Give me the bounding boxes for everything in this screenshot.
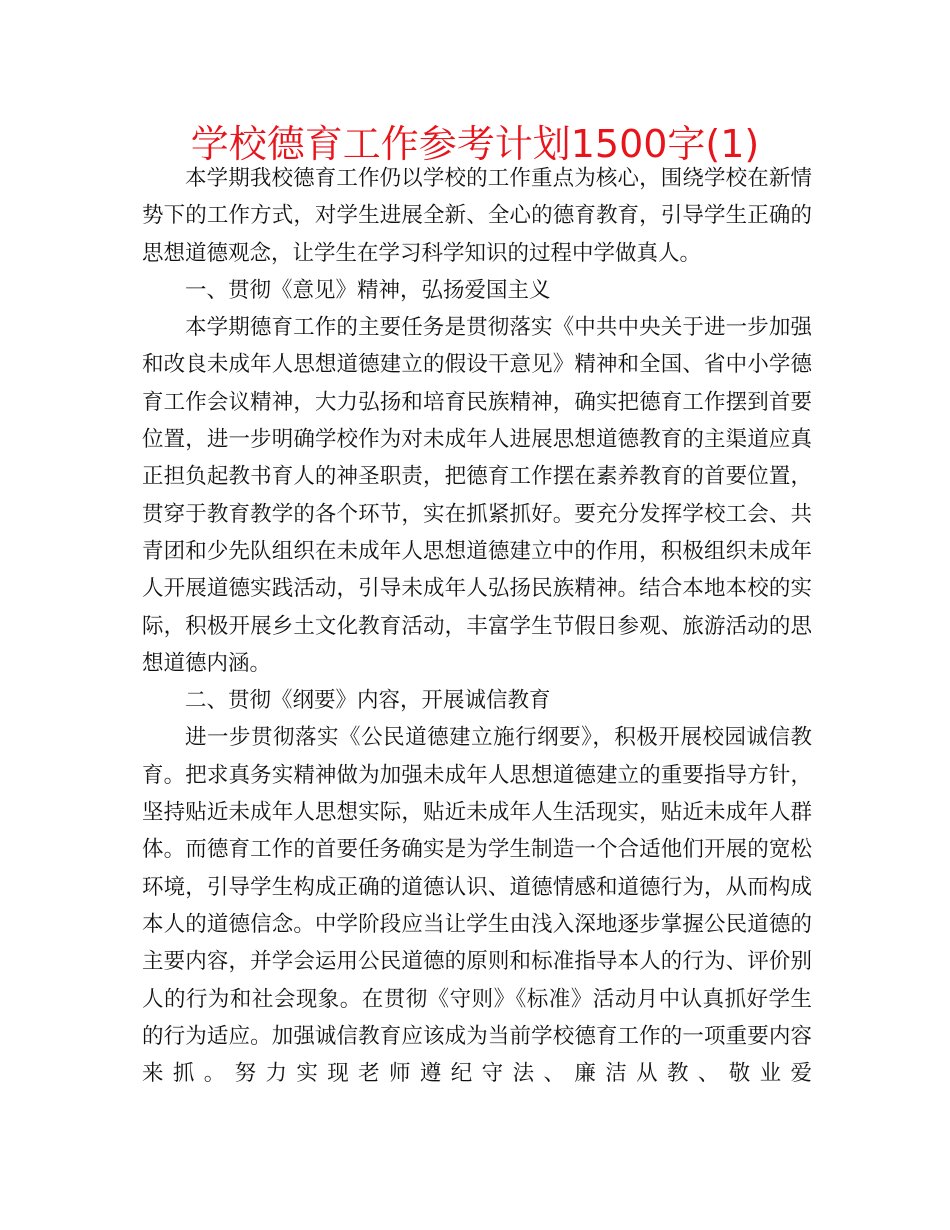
section-1-paragraph: 本学期德育工作的主要任务是贯彻落实《中共中央关于进一步加强和改良未成年人思想道德建立的假设干意见》精神和全国、省中小学德育工作会议精神，大力弘扬和培育民族精神，确实把德育工作摆到首要位置，进一步明确学校作为对未成年人进展思想道德教育的主渠道应真正担负起教书育人的神圣职责，把德育工作摆在素养教育的首要位置，贯穿于教育教学的各个环节，实在抓紧抓好。要充分发挥学校工会、共青团和少先队组织在未成年人思想道德建立中的作用，积极组织未成年人开展道德实践活动，引导未成年人弘扬民族精神。结合本地本校的实际，积极开展乡土文化教育活动，丰富学生节假日参观、旅游活动的思想道德内涵。 [142,315,812,676]
intro-paragraph: 本学期我校德育工作仍以学校的工作重点为核心，围绕学校在新情势下的工作方式，对学生进展全新、全心的德育教育，引导学生正确的思想道德观念，让学生在学习科学知识的过程中学做真人。 [142,166,812,266]
document-body [142,160,812,1092]
document-title: 学校德育工作参考计划1500字(1) [190,122,760,166]
section-1-heading: 一、贯彻《意见》精神，弘扬爱国主义 [185,277,551,303]
section-2-heading: 二、贯彻《纲要》内容，开展诚信教育 [185,688,551,714]
section-2-paragraph: 进一步贯彻落实《公民道德建立施行纲要》，积极开展校园诚信教育。把求真务实精神做为加强未成年人思想道德建立的重要指导方针，坚持贴近未成年人思想实际，贴近未成年人生活现实，贴近未成年人群体。而德育工作的首要任务确实是为学生制造一个合适他们开展的宽松环境，引导学生构成正确的道德认识、道德情感和道德行为，从而构成本人的道德信念。中学阶段应当让学生由浅入深地逐步掌握公民道德的主要内容，并学会运用公民道德的原则和标准指导本人的行为、评价别人的行为和社会现象。在贯彻《守则》《标准》活动月中认真抓好学生的行为适应。加强诚信教育应该成为当前学校德育工作的一项重要内容来抓。努力实现老师遵纪守法、廉洁从教、敬业爱 [142,725,812,1087]
